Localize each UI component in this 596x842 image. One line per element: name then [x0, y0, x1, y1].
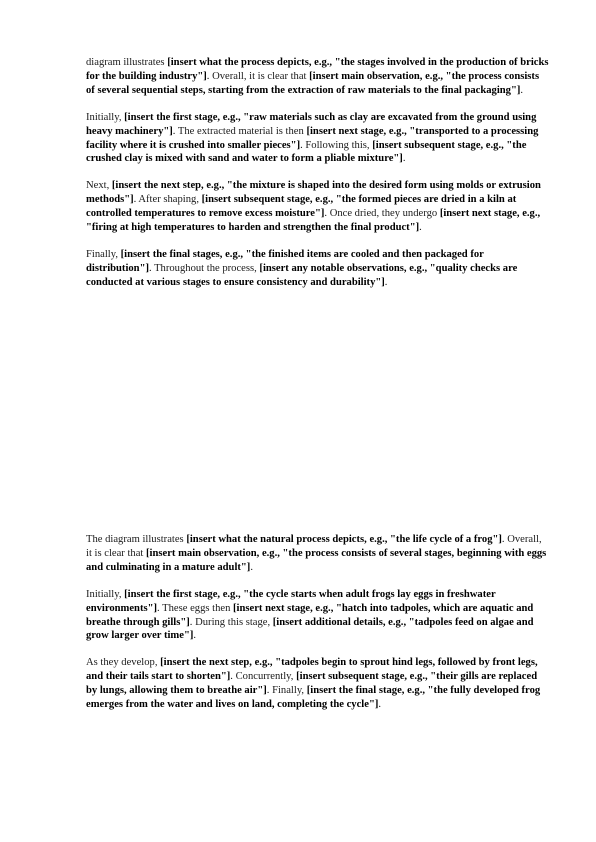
text-run: Finally,	[86, 248, 121, 260]
text-run: . The extracted material is then	[172, 125, 307, 137]
text-run: . During this stage,	[189, 616, 273, 628]
paragraph	[86, 248, 550, 290]
placeholder-run: [insert main observation, e.g., "the process consists of several stages, beginning with eggs and culminating in a mature adult"]	[86, 547, 547, 573]
text-run: diagram illustrates	[86, 57, 168, 68]
placeholder-run: [insert what the natural process depicts, e.g., "the life cycle of a frog"]	[186, 534, 502, 545]
section-frog-life-cycle	[86, 533, 550, 725]
section-brick-production	[86, 56, 550, 303]
placeholder-run: [insert subsequent stage, e.g., "the crushed clay is mixed with sand and water to form a pliable mixture"]	[86, 139, 527, 165]
text-run: . Once dried, they undergo	[324, 208, 440, 220]
text-run: . These eggs then	[157, 602, 234, 614]
text-run: . Throughout the process,	[148, 262, 260, 274]
placeholder-run: [insert the final stages, e.g., "the finished items are cooled and then packaged for distribution"]	[86, 248, 484, 274]
paragraph	[86, 111, 550, 167]
placeholder-run: [insert the first stage, e.g., "raw materials such as clay are excavated from the ground using heavy machinery"]	[86, 111, 537, 137]
text-run: .	[419, 222, 422, 234]
placeholder-run: [insert additional details, e.g., "tadpoles feed on algae and grow larger over time"]	[86, 616, 534, 642]
text-run: .	[384, 276, 388, 288]
text-run: Next,	[86, 180, 112, 192]
placeholder-run: [insert the next step, e.g., "the mixture is shaped into the desired form using molds or extrusion methods"]	[86, 180, 541, 206]
text-run: . Overall, it is clear that	[206, 70, 310, 82]
placeholder-run: [insert any notable observations, e.g., "quality checks are conducted at various stages to ensure consistency and durability"]	[86, 262, 518, 288]
text-run: . Following this,	[300, 139, 373, 151]
placeholder-run: [insert what the process depicts, e.g., "the stages involved in the production of bricks for the building industry"]	[86, 57, 549, 82]
text-run: The diagram illustrates	[86, 534, 187, 545]
text-run: .	[378, 699, 382, 711]
paragraph	[86, 656, 550, 712]
text-run: . Concurrently,	[230, 671, 297, 683]
paragraph	[86, 179, 550, 235]
text-run: . After shaping,	[133, 194, 202, 206]
paragraph	[86, 533, 550, 575]
paragraph	[86, 588, 550, 644]
paragraph	[86, 56, 550, 98]
text-run: .	[520, 84, 524, 96]
placeholder-run: [insert main observation, e.g., "the process consists of several sequential steps, starting from the extraction of raw materials to the final packaging"]	[86, 70, 540, 96]
placeholder-run: [insert next stage, e.g., "firing at high temperatures to harden and strengthen the final product"]	[86, 208, 541, 234]
text-run: .	[402, 153, 406, 165]
placeholder-run: [insert the final stage, e.g., "the fully developed frog emerges from the water and lives on land, completing the cycle"]	[86, 685, 541, 711]
text-run: Initially,	[86, 588, 125, 600]
text-run: . Finally,	[266, 685, 307, 697]
placeholder-run: [insert next stage, e.g., "transported to a processing facility where it is crushed into smaller pieces"]	[86, 125, 539, 151]
text-run: As they develop,	[86, 657, 161, 669]
placeholder-run: [insert the first stage, e.g., "the cycle starts when adult frogs lay eggs in freshwater environments"]	[86, 588, 496, 614]
text-run: .	[193, 630, 197, 642]
placeholder-run: [insert the next step, e.g., "tadpoles begin to sprout hind legs, followed by front legs, and their tails start to shorten"]	[86, 657, 538, 683]
placeholder-run: [insert subsequent stage, e.g., "their gills are replaced by lungs, allowing them to breathe air"]	[86, 671, 538, 697]
text-run: . Overall, it is clear that	[86, 534, 542, 559]
text-run: Initially,	[86, 111, 125, 123]
placeholder-run: [insert next stage, e.g., "hatch into tadpoles, which are aquatic and breathe through gills"]	[86, 602, 534, 628]
text-run: .	[250, 561, 253, 573]
placeholder-run: [insert subsequent stage, e.g., "the formed pieces are dried in a kiln at controlled temperatures to remove excess moisture"]	[86, 194, 517, 220]
